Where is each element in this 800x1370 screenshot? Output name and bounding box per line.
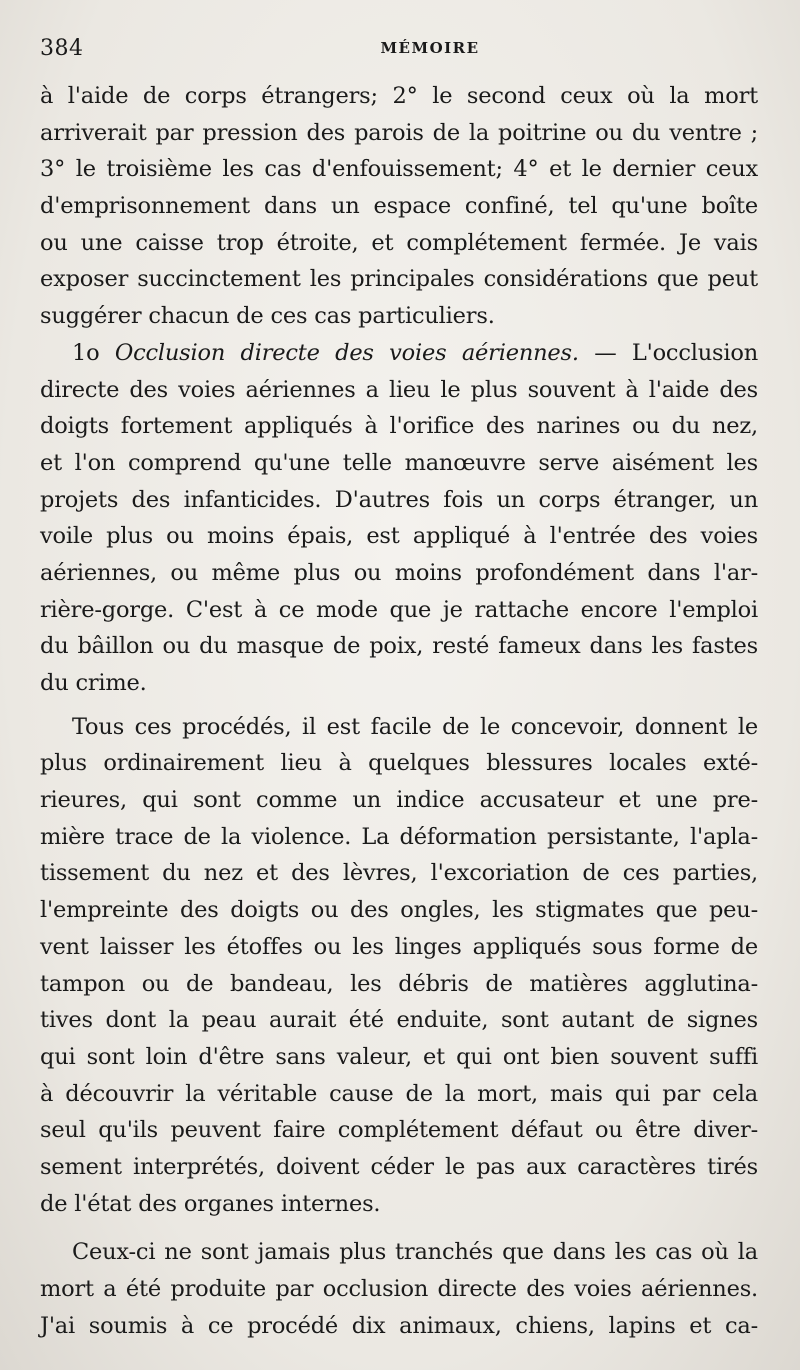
text-line: qui sont loin d'être sans valeur, et qui ont bien souvent suffi: [40, 1043, 758, 1070]
text-line: du crime.: [40, 670, 147, 696]
text-line: ou une caisse trop étroite, et complétement fermée. Je vais: [40, 229, 758, 256]
text-line: aériennes, ou même plus ou moins profondément dans l'ar-: [40, 559, 758, 586]
text-line: Tous ces procédés, il est facile de le concevoir, donnent le: [72, 713, 758, 740]
paragraph-1: [40, 78, 758, 335]
running-title: MÉMOIRE: [380, 39, 480, 57]
text-line: tives dont la peau aurait été enduite, sont autant de signes: [40, 1007, 758, 1034]
text-line: Ceux-ci ne sont jamais plus tranchés que dans les cas où la: [72, 1239, 758, 1266]
paragraph-4: [40, 1234, 758, 1344]
text-line: suggérer chacun de ces cas particuliers.: [40, 303, 495, 330]
text-line: tampon ou de bandeau, les débris de matières agglutina-: [40, 970, 758, 997]
page-number: 384: [40, 36, 84, 61]
text-line: rière-gorge. C'est à ce mode que je rattache encore l'emploi: [40, 596, 758, 623]
text-line: mière trace de la violence. La déformation persistante, l'apla-: [40, 823, 758, 850]
paragraph-2: [40, 335, 758, 702]
section-heading-rest: — L'occlusion: [578, 339, 759, 366]
text-line: sement interprétés, doivent céder le pas aux caractères tirés: [40, 1153, 758, 1180]
text-line: l'empreinte des doigts ou des ongles, les stigmates que peu-: [40, 897, 758, 924]
running-head: [40, 36, 760, 62]
text-line: tissement du nez et des lèvres, l'excoriation de ces parties,: [40, 860, 758, 887]
text-line: mort a été produite par occlusion directe des voies aériennes.: [40, 1276, 758, 1302]
text-line: d'emprisonnement dans un espace confiné, tel qu'une boîte: [40, 193, 758, 220]
paragraph-3: [40, 709, 758, 1223]
text-line: projets des infanticides. D'autres fois un corps étranger, un: [40, 486, 758, 513]
text-line: et l'on comprend qu'une telle manœuvre serve aisément les: [40, 449, 758, 476]
text-line: exposer succinctement les principales considérations que peut: [40, 266, 758, 293]
text-line: voile plus ou moins épais, est appliqué à l'entrée des voies: [40, 523, 758, 550]
text-line: vent laisser les étoffes ou les linges appliqués sous forme de: [40, 933, 758, 960]
text-line: arriverait par pression des parois de la poitrine ou du ventre ;: [40, 119, 758, 146]
section-heading-line: [40, 335, 758, 372]
text-line: J'ai soumis à ce procédé dix animaux, chiens, lapins et ca-: [40, 1312, 758, 1339]
section-title: Occlusion directe des voies aériennes.: [114, 339, 579, 366]
text-line: 3° le troisième les cas d'enfouissement; 4° et le dernier ceux: [40, 156, 758, 183]
text-line: plus ordinairement lieu à quelques blessures locales exté-: [40, 750, 758, 777]
text-line: doigts fortement appliqués à l'orifice des narines ou du nez,: [40, 413, 758, 440]
text-line: seul qu'ils peuvent faire complétement défaut ou être diver-: [40, 1117, 758, 1144]
body-text: [40, 78, 758, 1344]
text-line: à découvrir la véritable cause de la mort, mais qui par cela: [40, 1080, 758, 1107]
text-line: du bâillon ou du masque de poix, resté fameux dans les fastes: [40, 633, 758, 660]
text-line: à l'aide de corps étrangers; 2° le second ceux où la mort: [40, 83, 758, 109]
text-line: directe des voies aériennes a lieu le plus souvent à l'aide des: [40, 376, 758, 403]
section-number: 1o: [72, 339, 100, 366]
text-line: de l'état des organes internes.: [40, 1190, 381, 1217]
text-line: rieures, qui sont comme un indice accusateur et une pre-: [40, 787, 758, 814]
